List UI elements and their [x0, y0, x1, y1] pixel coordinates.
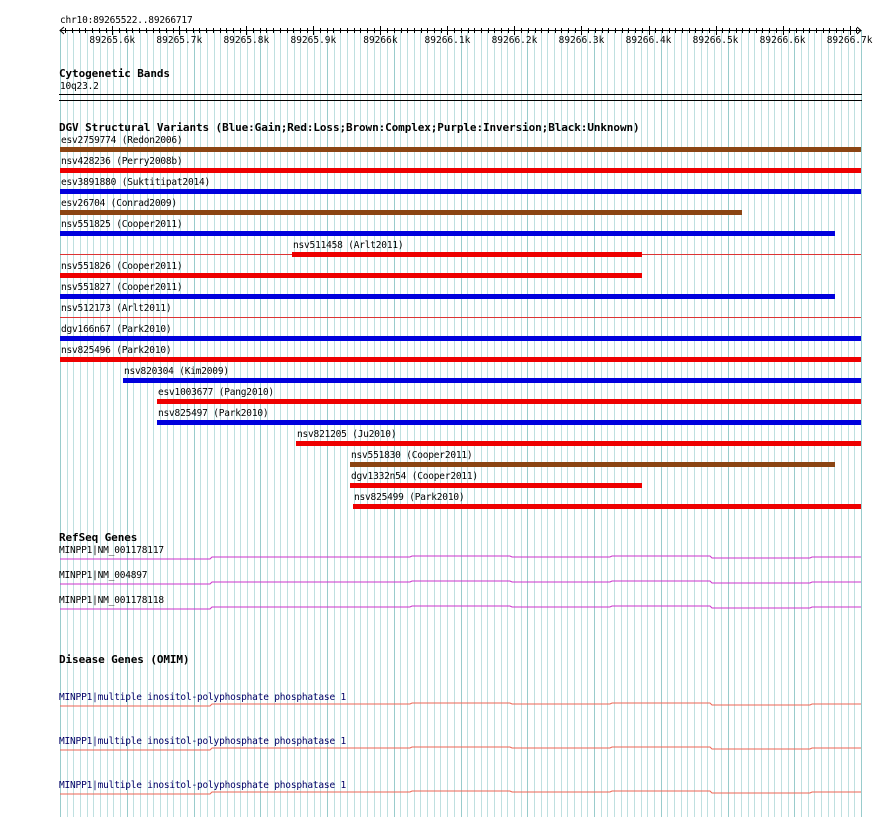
variant-label[interactable]: nsv825497 (Park2010): [158, 408, 269, 419]
variant-label[interactable]: esv26704 (Conrad2009): [61, 198, 177, 209]
variant-label[interactable]: nsv428236 (Perry2008b): [61, 156, 183, 167]
variant-label[interactable]: nsv512173 (Arlt2011): [61, 303, 172, 314]
ruler-tick-label: 89266k: [363, 35, 398, 46]
gene-label[interactable]: MINPP1|multiple inositol-polyphosphate phosphatase 1: [59, 692, 347, 703]
variant-label[interactable]: esv2759774 (Redon2006): [61, 135, 183, 146]
gene-line: [60, 747, 861, 750]
dgv-track-title: DGV Structural Variants (Blue:Gain;Red:Loss;Brown:Complex;Purple:Inversion;Black:Unknown): [59, 121, 640, 134]
variant-label[interactable]: nsv820304 (Kim2009): [124, 366, 229, 377]
ruler-tick-label: 89266.3k: [558, 35, 605, 46]
gene-line: [60, 791, 861, 794]
variant-label[interactable]: nsv511458 (Arlt2011): [293, 240, 404, 251]
region-label: chr10:89265522..89266717: [60, 15, 193, 26]
gene-label[interactable]: MINPP1|NM_004897: [59, 570, 148, 581]
refseq-track-title: RefSeq Genes: [59, 531, 138, 544]
ruler-tick-label: 89266.6k: [759, 35, 806, 46]
ruler-tick-label: 89266.2k: [491, 35, 538, 46]
gene-line: [60, 703, 861, 706]
cytoband-track-title: Cytogenetic Bands: [59, 67, 170, 80]
ruler-tick-label: 89265.8k: [223, 35, 270, 46]
variant-label[interactable]: nsv825496 (Park2010): [61, 345, 172, 356]
variant-label[interactable]: nsv551830 (Cooper2011): [351, 450, 473, 461]
gene-label[interactable]: MINPP1|multiple inositol-polyphosphate phosphatase 1: [59, 736, 347, 747]
variant-label[interactable]: nsv825499 (Park2010): [354, 492, 465, 503]
variant-label[interactable]: dgv1332n54 (Cooper2011): [351, 471, 478, 482]
variant-label[interactable]: dgv166n67 (Park2010): [61, 324, 172, 335]
gene-label[interactable]: MINPP1|NM_001178118: [59, 595, 164, 606]
ruler-tick-label: 89265.7k: [156, 35, 203, 46]
ruler-tick-label: 89265.6k: [89, 35, 136, 46]
ruler-tick-label: 89266.5k: [692, 35, 739, 46]
variant-label[interactable]: esv3891880 (Suktitipat2014): [61, 177, 211, 188]
ruler-tick-label: 89266.4k: [625, 35, 672, 46]
cytoband-label: 10q23.2: [60, 81, 99, 92]
ruler-tick-label: 89266.1k: [424, 35, 471, 46]
variant-label[interactable]: esv1003677 (Pang2010): [158, 387, 274, 398]
ruler-tick-label: 89265.9k: [290, 35, 337, 46]
variant-label[interactable]: nsv821205 (Ju2010): [297, 429, 397, 440]
gene-label[interactable]: MINPP1|multiple inositol-polyphosphate phosphatase 1: [59, 780, 347, 791]
ruler-tick-label: 89266.7k: [826, 35, 873, 46]
variant-label[interactable]: nsv551827 (Cooper2011): [61, 282, 183, 293]
gene-label[interactable]: MINPP1|NM_001178117: [59, 545, 164, 556]
variant-label[interactable]: nsv551825 (Cooper2011): [61, 219, 183, 230]
omim-track-title: Disease Genes (OMIM): [59, 653, 190, 666]
variant-label[interactable]: nsv551826 (Cooper2011): [61, 261, 183, 272]
